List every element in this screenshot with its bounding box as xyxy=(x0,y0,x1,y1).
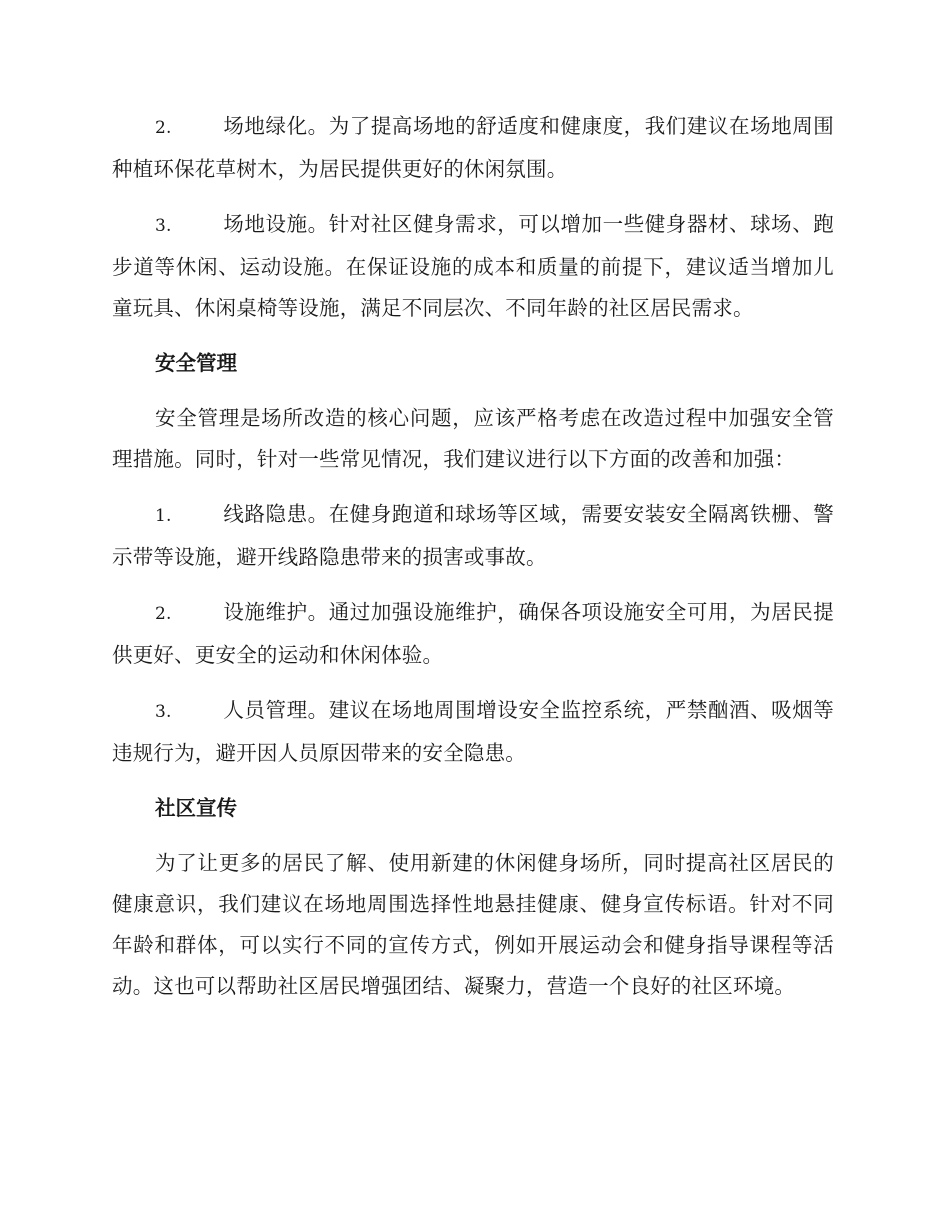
list-item-facilities xyxy=(112,204,834,329)
list-item-text: 人员管理。建议在场地周围增设安全监控系统，严禁酗酒、吸烟等违规行为，避开因人员原因带来的安全隐患。 xyxy=(112,698,834,765)
list-item-text: 场地设施。针对社区健身需求，可以增加一些健身器材、球场、跑步道等休闲、运动设施。在保证设施的成本和质量的前提下，建议适当增加儿童玩具、休闲桌椅等设施，满足不同层次、不同年龄的社区居民需求。 xyxy=(112,212,834,320)
paragraph-promotion: 为了让更多的居民了解、使用新建的休闲健身场所，同时提高社区居民的健康意识，我们建议在场地周围选择性地悬挂健康、健身宣传标语。针对不同年龄和群体，可以实行不同的宣传方式，例如开展运动会和健身指导课程等活动。这也可以帮助社区居民增强团结、凝聚力，营造一个良好的社区环境。 xyxy=(112,851,834,998)
heading-promotion: 社区宣传 xyxy=(155,796,237,820)
list-number: 3. xyxy=(155,216,172,236)
list-item-maintenance xyxy=(112,592,834,676)
list-item-personnel xyxy=(112,690,834,774)
document-page xyxy=(112,106,834,1021)
list-number: 2. xyxy=(155,604,172,624)
list-item-text: 场地绿化。为了提高场地的舒适度和健康度，我们建议在场地周围种植环保花草树木，为居民提供更好的休闲氛围。 xyxy=(112,114,834,181)
list-number: 3. xyxy=(155,702,172,722)
list-item-text: 设施维护。通过加强设施维护，确保各项设施安全可用，为居民提供更好、更安全的运动和休闲体验。 xyxy=(112,600,834,667)
heading-safety: 安全管理 xyxy=(155,351,237,375)
list-number: 1. xyxy=(155,506,172,526)
list-number: 2. xyxy=(155,118,172,138)
list-item-greening xyxy=(112,106,834,190)
list-item-wiring xyxy=(112,494,834,578)
list-item-text: 线路隐患。在健身跑道和球场等区域，需要安装安全隔离铁栅、警示带等设施，避开线路隐患带来的损害或事故。 xyxy=(112,502,834,569)
paragraph-safety-intro: 安全管理是场所改造的核心问题，应该严格考虑在改造过程中加强安全管理措施。同时，针对一些常见情况，我们建议进行以下方面的改善和加强： xyxy=(112,406,834,471)
